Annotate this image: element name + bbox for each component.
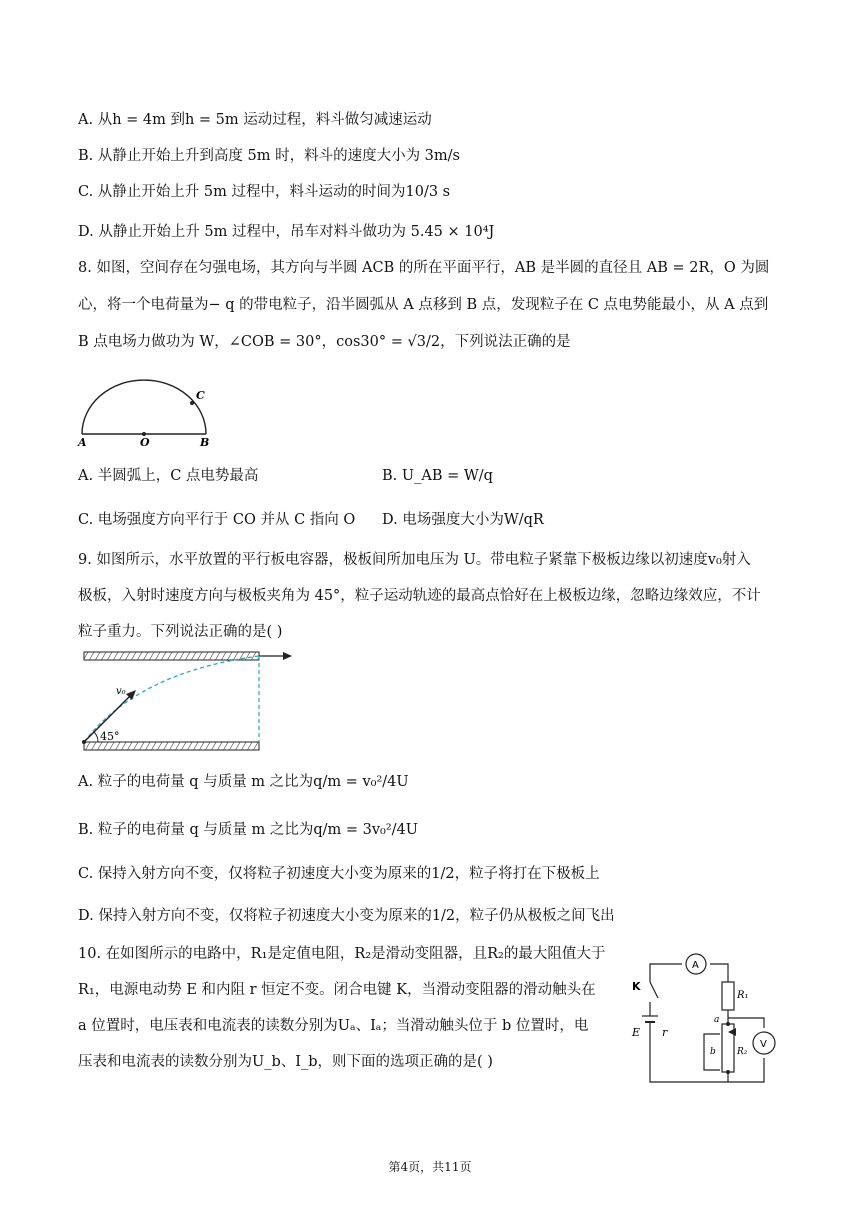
wire-top-right bbox=[710, 964, 728, 982]
q9-option-c: C. 保持入射方向不变，仅将粒子初速度大小变为原来的1/2，粒子将打在下极板上 bbox=[78, 866, 600, 882]
r1-resistor bbox=[722, 982, 734, 1010]
wire-top-left bbox=[650, 964, 682, 982]
q8-option-a: A. 半圆弧上，C 点电势最高 bbox=[78, 468, 259, 484]
q8-semicircle-figure bbox=[72, 368, 222, 448]
exit-arrow-head bbox=[283, 652, 292, 660]
q7-option-a: A. 从h = 4m 到h = 5m 运动过程，料斗做匀减速运动 bbox=[78, 112, 432, 128]
q8-stem-line-3: B 点电场力做功为 W，∠COB = 30°，cos30° = √3/2，下列说法正确的是 bbox=[78, 334, 571, 350]
page-footer: 第4页，共11页 bbox=[388, 1160, 472, 1174]
q9-option-b: B. 粒子的电荷量 q 与质量 m 之比为q/m = 3v₀²/4U bbox=[78, 822, 418, 838]
q9-stem-line-2: 极板，入射时速度方向与极板夹角为 45°，粒子运动轨迹的最高点恰好在上极板边缘，忽略边缘效应，不计 bbox=[78, 588, 761, 604]
voltmeter-label: V bbox=[760, 1039, 767, 1050]
upper-plate bbox=[84, 652, 259, 660]
semicircle-arc bbox=[82, 380, 206, 434]
label-v0: v₀ bbox=[116, 686, 126, 697]
label-c: C bbox=[196, 389, 205, 402]
q10-stem-line-3: a 位置时，电压表和电流表的读数分别为Uₐ、Iₐ；当滑动触头位于 b 位置时，电 bbox=[78, 1018, 589, 1034]
q10-circuit-figure bbox=[620, 942, 782, 1088]
label-r2: R₂ bbox=[737, 1047, 748, 1057]
q8-option-b: B. U_AB = W/q bbox=[382, 468, 493, 484]
lower-plate bbox=[84, 742, 259, 750]
q8-option-c: C. 电场强度方向平行于 CO 并从 C 指向 O bbox=[78, 512, 356, 528]
label-a: a bbox=[714, 1015, 720, 1025]
label-k: K bbox=[632, 980, 641, 993]
q9-stem-line-1: 9. 如图所示，水平放置的平行板电容器，极板间所加电压为 U。带电粒子紧靠下极板边缘以初速度v₀射入 bbox=[78, 552, 751, 568]
label-r1: R₁ bbox=[737, 990, 749, 1001]
launch-point bbox=[82, 740, 86, 744]
q8-stem-line-1: 8. 如图，空间存在匀强电场，其方向与半圆 ACB 的所在平面平行，AB 是半圆的直径且 AB = 2R，O 为圆 bbox=[78, 260, 770, 276]
q9-option-d: D. 保持入射方向不变，仅将粒子初速度大小变为原来的1/2，粒子仍从极板之间飞出 bbox=[78, 908, 615, 924]
q7-option-d: D. 从静止开始上升 5m 过程中，吊车对料斗做功为 5.45 × 10⁴J bbox=[78, 224, 495, 240]
q10-stem-line-1: 10. 在如图所示的电路中，R₁是定值电阻，R₂是滑动变阻器，且R₂的最大阻值大于 bbox=[78, 946, 606, 962]
q9-capacitor-figure bbox=[78, 648, 298, 754]
point-c bbox=[190, 401, 194, 405]
label-a: A bbox=[78, 436, 87, 448]
q7-option-c: C. 从静止开始上升 5m 过程中，料斗运动的时间为10/3 s bbox=[78, 184, 451, 200]
label-e: E bbox=[632, 1026, 641, 1039]
q9-option-a: A. 粒子的电荷量 q 与质量 m 之比为q/m = v₀²/4U bbox=[78, 774, 409, 790]
switch-k bbox=[650, 982, 658, 998]
label-b: b bbox=[710, 1047, 716, 1057]
q7-option-b: B. 从静止开始上升到高度 5m 时，料斗的速度大小为 3m/s bbox=[78, 148, 460, 164]
q8-stem-line-2: 心，将一个电荷量为− q 的带电粒子，沿半圆弧从 A 点移到 B 点，发现粒子在 C 点电势能最小，从 A 点到 bbox=[78, 297, 769, 313]
label-o: O bbox=[140, 436, 150, 448]
slider-contact bbox=[728, 1028, 736, 1036]
node-a bbox=[726, 1022, 730, 1026]
q10-stem-line-4: 压表和电流表的读数分别为U_b、I_b，则下面的选项正确的是( ) bbox=[78, 1054, 493, 1070]
ammeter-label: A bbox=[692, 960, 699, 971]
label-r: r bbox=[662, 1026, 668, 1039]
q10-stem-line-2: R₁，电源电动势 E 和内阻 r 恒定不变。闭合电键 K，当滑动变阻器的滑动触头在 bbox=[78, 982, 596, 998]
label-b: B bbox=[200, 436, 210, 448]
label-45: 45° bbox=[100, 730, 120, 743]
q9-stem-line-3: 粒子重力。下列说法正确的是( ) bbox=[78, 624, 283, 640]
node-b bbox=[726, 1070, 730, 1074]
wire-bottom bbox=[650, 1034, 728, 1082]
q8-option-d: D. 电场强度大小为W/qR bbox=[382, 512, 544, 528]
angle-arc bbox=[94, 732, 98, 742]
